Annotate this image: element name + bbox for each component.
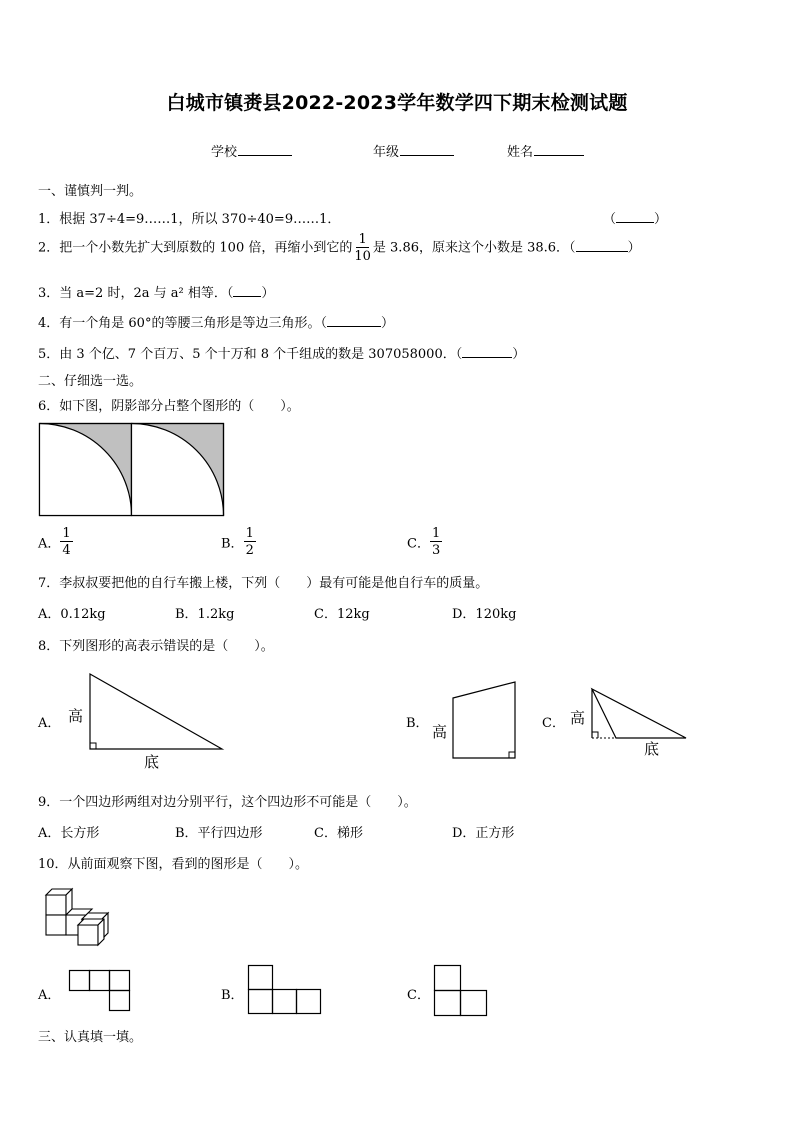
question-2-answer[interactable]: [576, 240, 628, 252]
q8a-right-angle: [90, 743, 96, 749]
q9-option-a[interactable]: A．长方形: [38, 826, 100, 841]
q8a-triangle: [90, 674, 222, 749]
q8-option-b-label[interactable]: B．: [406, 716, 429, 731]
q8c-di-label: 底: [644, 740, 660, 758]
q8a-di-label: 底: [144, 753, 160, 771]
q10-option-c-label[interactable]: C．: [407, 988, 430, 1003]
question-8: 8．下列图形的高表示错误的是（ ）。: [38, 639, 274, 654]
name-label: 姓名: [507, 145, 534, 160]
q8c-gao-label: 高: [570, 709, 586, 727]
square: [70, 971, 90, 991]
q6-figure: [39, 423, 225, 517]
square: [110, 991, 130, 1011]
q8-option-a-label[interactable]: A．: [38, 716, 61, 731]
question-1: 1．根据 37÷4=9……1，所以 370÷40=9……1．: [38, 212, 341, 227]
q6-option-a[interactable]: A． $\frac{1}{4}$: [38, 526, 71, 558]
section-3-heading: 三、认真填一填。: [38, 1030, 143, 1045]
q10-cube-figure: [40, 883, 120, 951]
square: [435, 991, 461, 1016]
school-label: 学校: [211, 145, 238, 160]
question-5: 5．由 3 个亿、7 个百万、5 个十万和 8 个千组成的数是 307058000．（ ）: [38, 347, 526, 362]
square: [249, 990, 273, 1014]
name-blank[interactable]: [534, 143, 584, 156]
question-1-answer[interactable]: （ ）: [603, 212, 668, 227]
q8b-gao-label: 高: [432, 723, 448, 741]
page-title: 白城市镇赉县2022-2023学年数学四下期末检测试题: [166, 92, 628, 114]
section-2-heading: 二、仔细选一选。: [38, 374, 143, 389]
square: [273, 990, 297, 1014]
grade-field: [373, 141, 454, 160]
name-field: [507, 141, 584, 160]
q10-option-b-figure: [248, 965, 324, 1017]
grade-label: 年级: [373, 145, 400, 160]
square: [435, 966, 461, 991]
q8-figure-a: [60, 672, 230, 772]
q8c-triangle: [592, 689, 686, 738]
section-1-heading: 一、谨慎判一判。: [38, 184, 143, 199]
q7-option-a[interactable]: A．0.12kg: [38, 607, 106, 622]
q9-option-d[interactable]: D．正方形: [452, 826, 515, 841]
grade-blank[interactable]: [400, 143, 454, 156]
square: [249, 966, 273, 990]
q8-option-c-label[interactable]: C．: [542, 716, 565, 731]
q6-option-b[interactable]: B． $\frac{1}{2}$: [221, 526, 254, 558]
question-10: 10．从前面观察下图，看到的图形是（ ）。: [38, 857, 309, 872]
square: [461, 991, 487, 1016]
question-7: 7．李叔叔要把他的自行车搬上楼，下列（ ）最有可能是他自行车的质量。: [38, 576, 489, 591]
q7-option-c[interactable]: C．12kg: [314, 607, 370, 622]
q8-figure-c: [568, 686, 693, 762]
q7-option-d[interactable]: D．120kg: [452, 607, 517, 622]
q8c-right-angle: [592, 732, 598, 738]
cube: [46, 915, 66, 935]
question-5-answer[interactable]: [462, 346, 512, 358]
question-3-answer[interactable]: [233, 285, 261, 297]
question-6: 6．如下图，阴影部分占整个图形的（ ）。: [38, 399, 300, 414]
question-3: 3．当 a=2 时，2a 与 a² 相等．（ ）: [38, 286, 275, 301]
question-4: 4．有一个角是 60°的等腰三角形是等边三角形。（ ）: [38, 316, 394, 331]
q10-option-c-figure: [434, 965, 490, 1017]
q8-figure-b: [430, 680, 530, 764]
q10-option-a-label[interactable]: A．: [38, 988, 61, 1003]
square: [110, 971, 130, 991]
q10-option-a-figure: [69, 970, 133, 1014]
question-2: 2．把一个小数先扩大到原数的 100 倍，再缩小到它的 $\frac{1}{10}$ 是 3.86，原来这个小数是 38.6．（ ）: [38, 232, 641, 264]
fraction-one-tenth: $\frac{1}{10}$: [354, 232, 371, 264]
square: [90, 971, 110, 991]
q8b-right-angle: [509, 752, 515, 758]
q10-option-b-label[interactable]: B．: [221, 988, 244, 1003]
q8b-quadrilateral: [453, 682, 515, 758]
q9-option-c[interactable]: C．梯形: [314, 826, 363, 841]
q9-option-b[interactable]: B．平行四边形: [175, 826, 263, 841]
question-9: 9．一个四边形两组对边分别平行，这个四边形不可能是（ ）。: [38, 795, 417, 810]
square: [297, 990, 321, 1014]
q6-option-c[interactable]: C． $\frac{1}{3}$: [407, 526, 441, 558]
q8a-gao-label: 高: [68, 707, 84, 725]
cube: [46, 895, 66, 915]
school-blank[interactable]: [238, 143, 292, 156]
question-4-answer[interactable]: [327, 315, 381, 327]
q7-option-b[interactable]: B．1.2kg: [175, 607, 235, 622]
cube: [78, 925, 98, 945]
school-field: [211, 141, 292, 160]
